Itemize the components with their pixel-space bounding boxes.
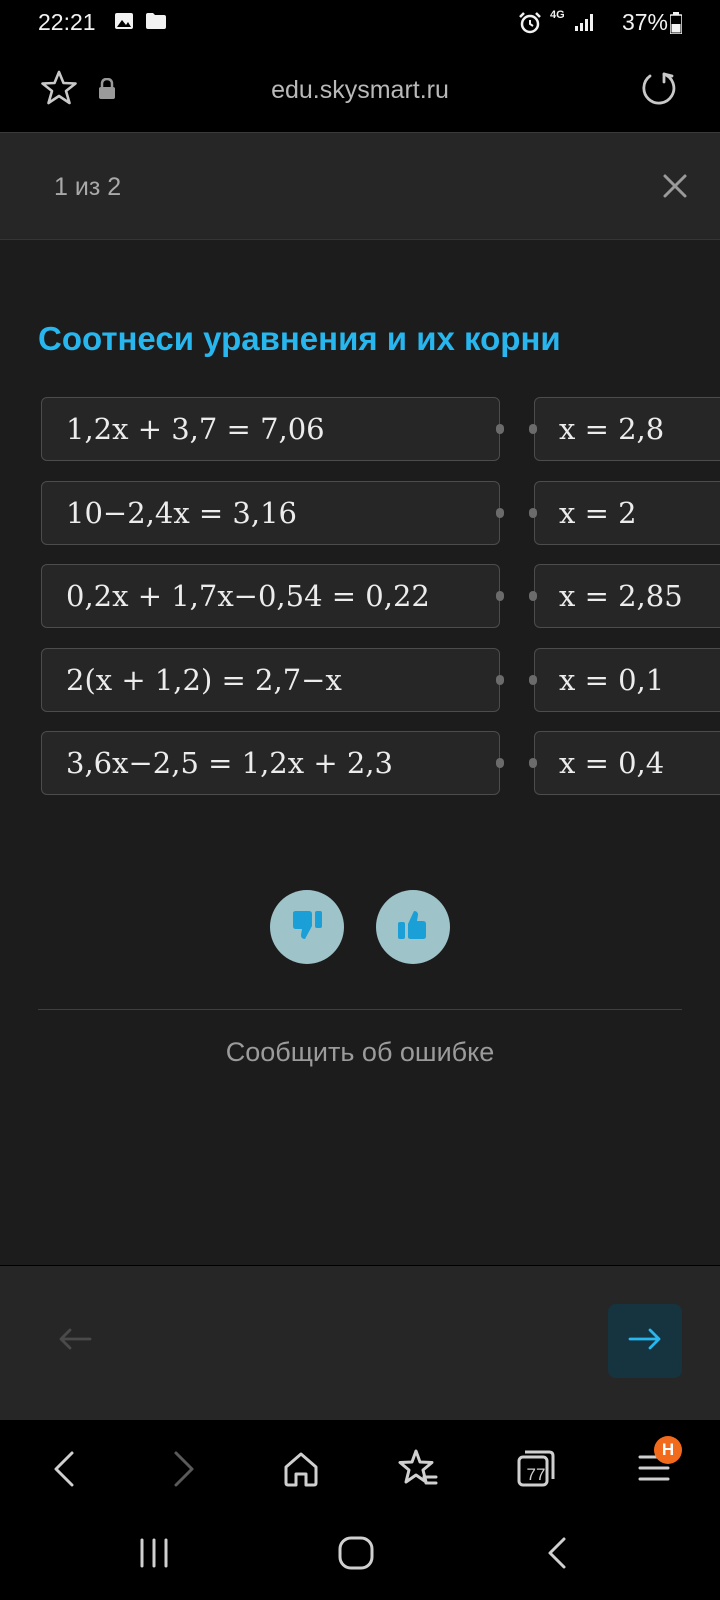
equation-card[interactable] [41, 397, 500, 461]
browser-address-bar [0, 46, 720, 133]
like-button[interactable] [376, 890, 450, 964]
task-area [0, 240, 720, 1265]
task-navigation [0, 1266, 720, 1420]
equation-text: 10−2,4x = 3,16 [66, 496, 297, 530]
root-text: x = 2,85 [559, 579, 683, 613]
connector-handle[interactable] [529, 675, 537, 685]
dislike-button[interactable] [270, 890, 344, 964]
tabs-count: 77 [526, 1465, 546, 1484]
connector-handle[interactable] [496, 508, 504, 518]
root-text: x = 2 [559, 496, 637, 530]
equation-text: 0,2x + 1,7x−0,54 = 0,22 [66, 579, 430, 613]
battery-level: 37% [621, 9, 668, 35]
next-button[interactable] [608, 1304, 682, 1378]
root-card[interactable] [534, 397, 720, 461]
task-progress: 1 из 2 [54, 173, 122, 201]
clock: 22:21 [38, 9, 96, 35]
thumbs-up-icon [395, 907, 431, 948]
bookmarks-icon[interactable] [398, 1448, 438, 1493]
reload-icon[interactable] [640, 70, 676, 111]
image-icon [114, 12, 134, 35]
equation-text: 1,2x + 3,7 = 7,06 [66, 412, 325, 446]
folder-icon [145, 12, 167, 35]
url-text[interactable]: edu.skysmart.ru [271, 76, 449, 104]
arrow-right-icon [628, 1328, 662, 1355]
equation-text: 3,6x−2,5 = 1,2x + 2,3 [66, 746, 393, 780]
back-icon[interactable] [52, 1450, 76, 1493]
home-icon[interactable] [282, 1450, 320, 1493]
battery-icon [670, 12, 682, 39]
arrow-left-icon [58, 1328, 92, 1355]
connector-handle[interactable] [496, 591, 504, 601]
root-card[interactable] [534, 648, 720, 712]
status-bar [0, 0, 720, 46]
signal-icon [574, 12, 596, 37]
root-card[interactable] [534, 564, 720, 628]
system-back-icon[interactable] [546, 1536, 568, 1575]
divider [38, 1009, 682, 1010]
menu-badge: Н [654, 1436, 682, 1464]
root-text: x = 2,8 [559, 412, 665, 446]
connector-handle[interactable] [496, 675, 504, 685]
report-error-link[interactable]: Сообщить об ошибке [225, 1037, 495, 1067]
task-header [0, 133, 720, 240]
connector-handle[interactable] [529, 508, 537, 518]
connector-handle[interactable] [496, 424, 504, 434]
network-type: 4G [550, 9, 565, 21]
connector-handle[interactable] [529, 758, 537, 768]
prev-button[interactable] [38, 1304, 112, 1378]
home-button-icon[interactable] [338, 1536, 374, 1575]
alarm-icon [518, 12, 542, 39]
system-nav-bar [0, 1520, 720, 1600]
root-card[interactable] [534, 481, 720, 545]
recent-apps-icon[interactable] [138, 1538, 170, 1573]
equation-card[interactable] [41, 481, 500, 545]
equation-card[interactable] [41, 731, 500, 795]
root-text: x = 0,1 [559, 663, 665, 697]
equation-card[interactable] [41, 648, 500, 712]
thumbs-down-icon [289, 907, 325, 948]
forward-icon[interactable] [172, 1450, 196, 1493]
connector-handle[interactable] [529, 424, 537, 434]
task-title: Соотнеси уравнения и их корни [38, 320, 561, 357]
connector-handle[interactable] [496, 758, 504, 768]
root-text: x = 0,4 [559, 746, 665, 780]
equation-card[interactable] [41, 564, 500, 628]
browser-toolbar [0, 1420, 720, 1520]
connector-handle[interactable] [529, 591, 537, 601]
close-icon[interactable] [662, 173, 688, 204]
equation-text: 2(x + 1,2) = 2,7−x [66, 663, 342, 697]
root-card[interactable] [534, 731, 720, 795]
